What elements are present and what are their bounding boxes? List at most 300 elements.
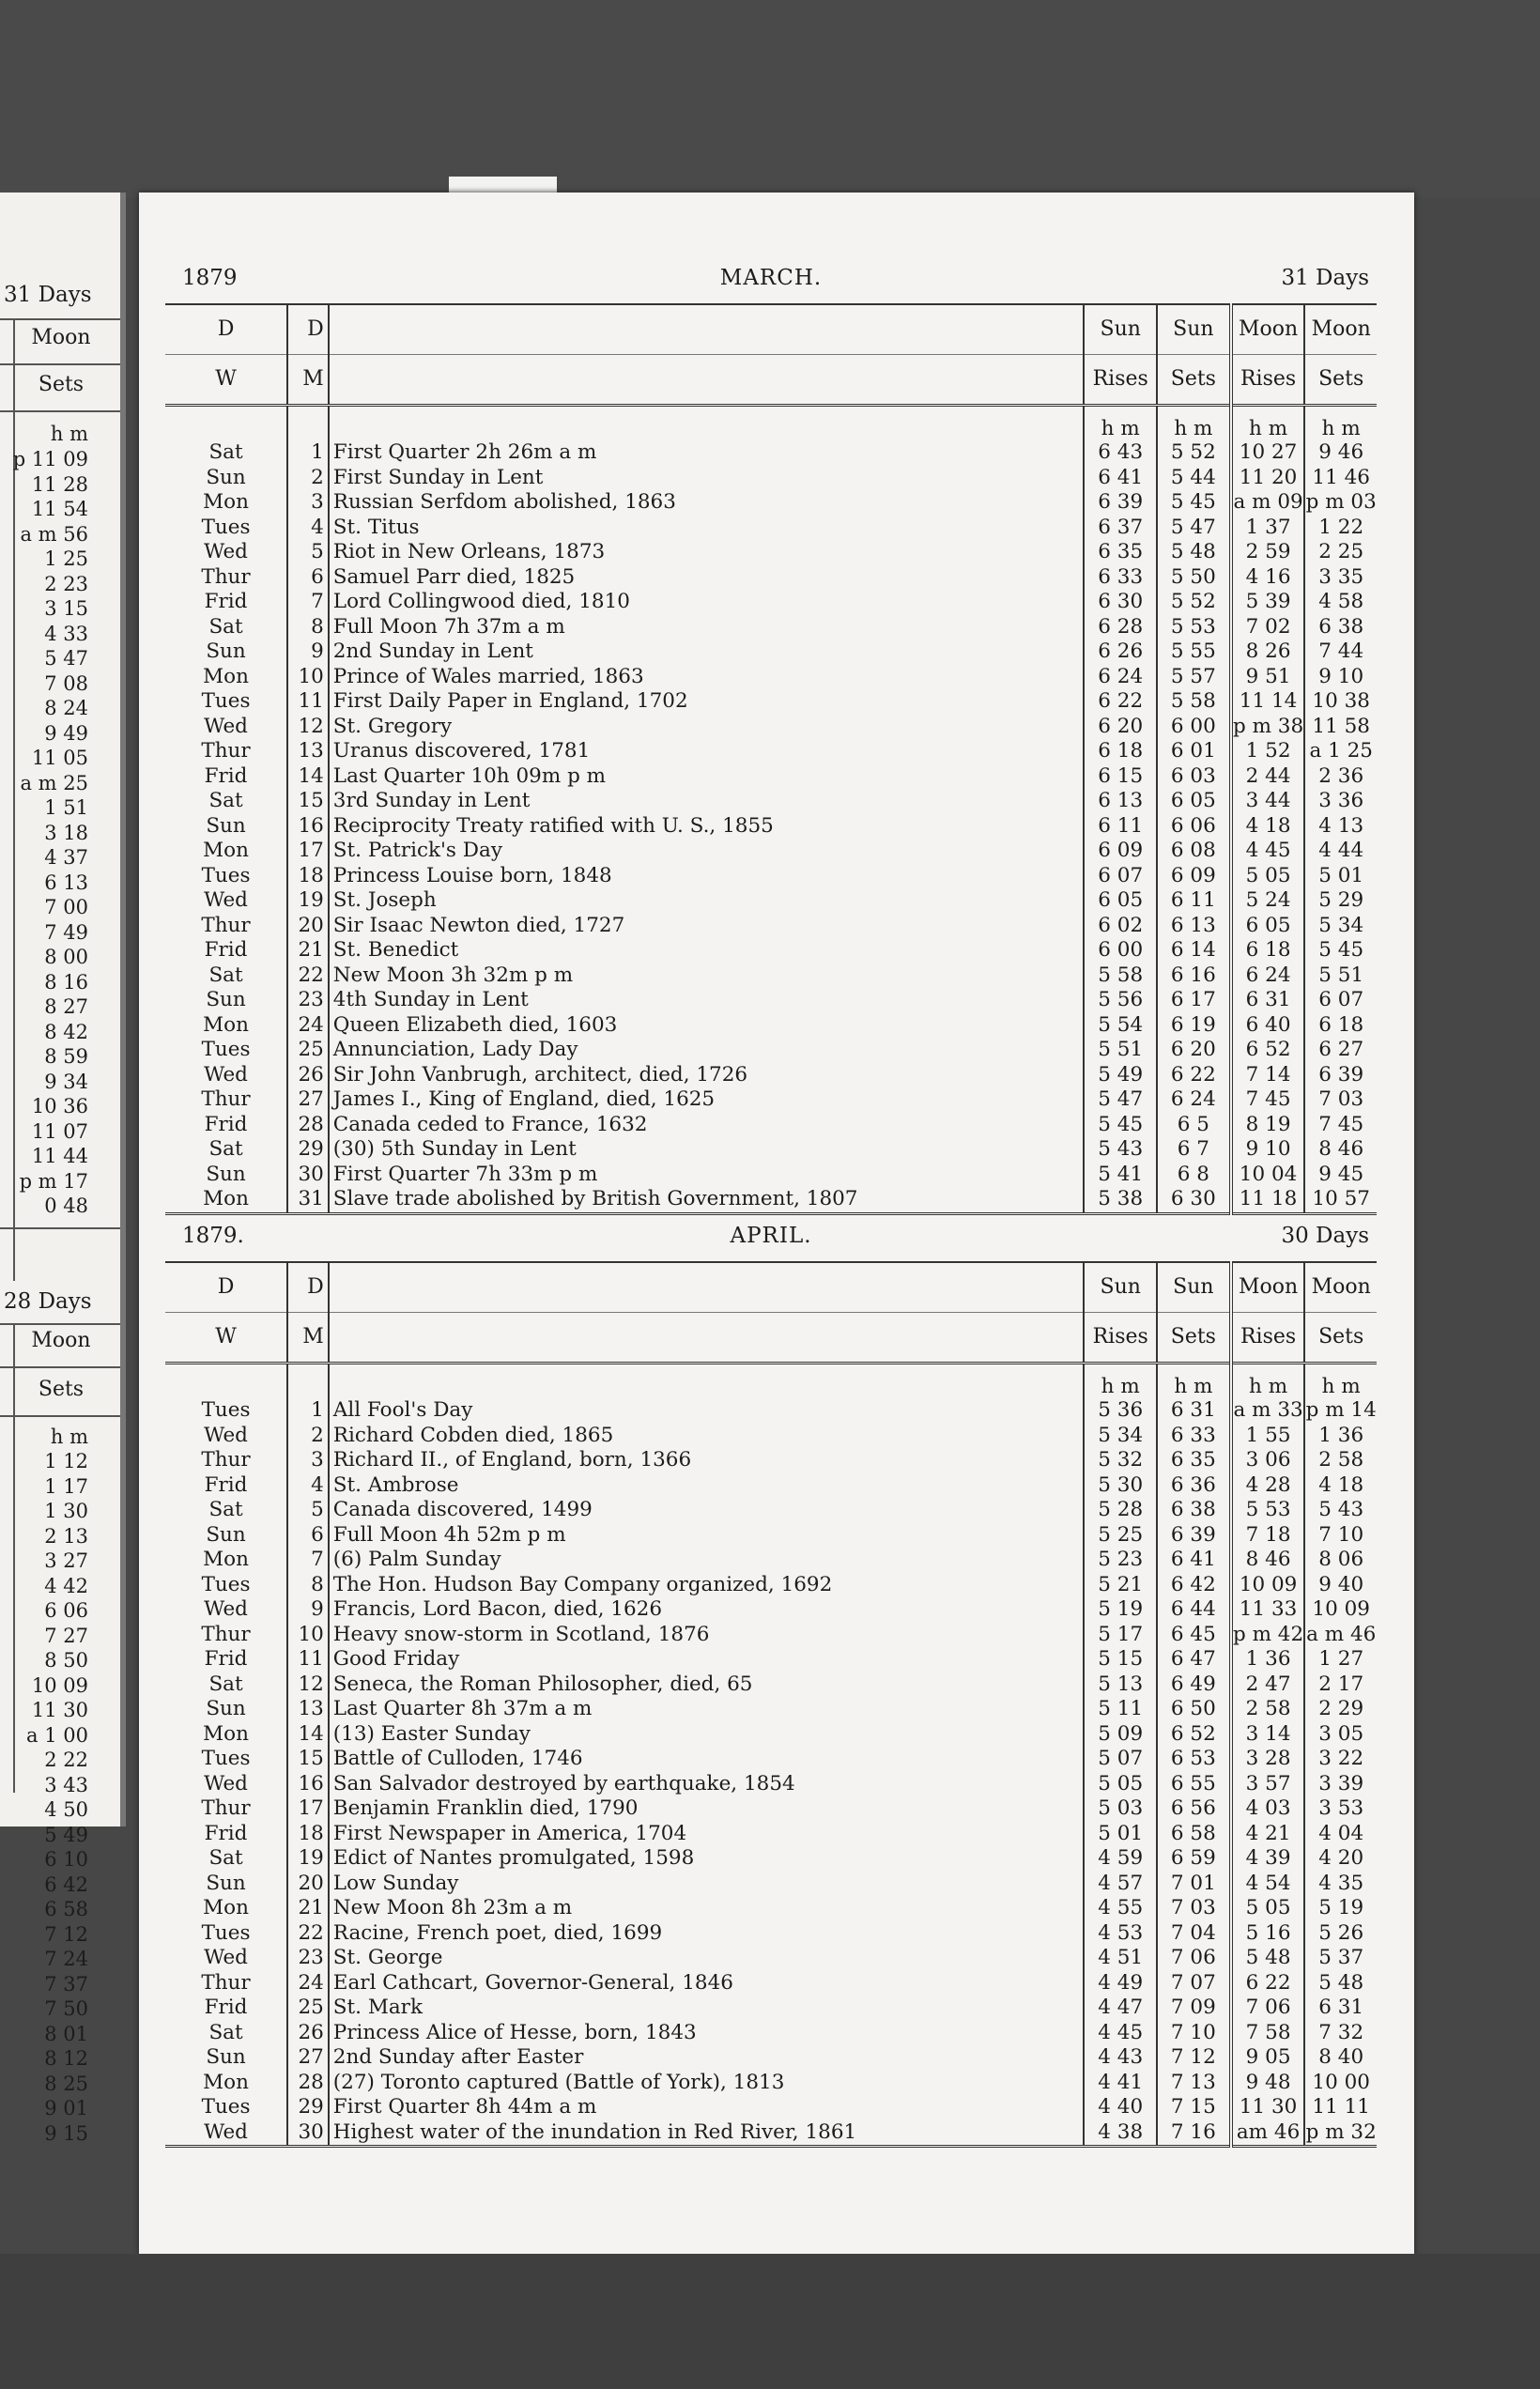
march-section	[165, 256, 1377, 1215]
moon-sets-cell: 1 27	[1304, 1647, 1377, 1672]
sun-sets-cell: 6 55	[1157, 1772, 1231, 1797]
day-of-month-cell: 17	[287, 1796, 329, 1822]
weekday-cell: Wed	[204, 1423, 248, 1447]
day-of-month-cell: 27	[287, 2045, 329, 2071]
moon-sets-cell: 10 38	[1304, 689, 1377, 715]
moon-sets-value: 8 12	[44, 2047, 88, 2070]
weekday-cell: Mon	[203, 490, 249, 514]
moon-sets-cell: 11 11	[1304, 2095, 1377, 2120]
weekday-cell: Thur	[201, 1796, 251, 1820]
moon-rises-cell: 7 02	[1231, 615, 1305, 640]
day-of-month-cell: 30	[287, 1163, 329, 1188]
moon-sets-cell: 6 38	[1304, 615, 1377, 640]
event-cell: Battle of Culloden, 1746	[332, 1747, 583, 1770]
table-row	[165, 739, 1377, 764]
left-rule	[0, 363, 120, 365]
moon-sets-value: 2 13	[44, 1524, 88, 1548]
day-of-month-cell: 3	[287, 1448, 329, 1473]
day-of-month-cell: 15	[287, 789, 329, 814]
sun-rises-cell: 4 47	[1084, 1996, 1157, 2021]
event-cell: New Moon 3h 32m p m	[332, 963, 574, 987]
moon-rises-cell: 4 28	[1231, 1473, 1305, 1499]
event-cell: Heavy snow-storm in Scotland, 1876	[332, 1622, 710, 1646]
table-row	[165, 1697, 1377, 1722]
table-row	[165, 1971, 1377, 1996]
moon-sets-value: 7 37	[44, 1972, 88, 1996]
sun-sets-cell: 7 10	[1157, 2021, 1231, 2046]
moon-rises-cell: 5 05	[1231, 864, 1305, 889]
moon-sets-cell: 6 27	[1304, 1038, 1377, 1063]
sun-sets-cell: 6 08	[1157, 839, 1231, 864]
moon-sets-value: 3 43	[44, 1773, 88, 1796]
moon-sets-cell: 6 31	[1304, 1996, 1377, 2021]
sun-rises-cell: 6 02	[1084, 914, 1157, 939]
moon-rises-cell: 1 37	[1231, 516, 1305, 541]
moon-sets-cell: 11 46	[1304, 466, 1377, 491]
moon-sets-cell: 2 36	[1304, 764, 1377, 790]
moon-sets-cell: 11 58	[1304, 715, 1377, 740]
event-cell: 3rd Sunday in Lent	[332, 789, 531, 812]
moon-sets-cell: p m 14	[1305, 1398, 1377, 1422]
weekday-cell: Tues	[201, 1747, 251, 1770]
moon-rises-cell: 11 33	[1231, 1597, 1305, 1623]
sun-rises-cell: 4 55	[1084, 1896, 1157, 1921]
table-row	[165, 2071, 1377, 2096]
moon-sets-cell: 7 03	[1304, 1087, 1377, 1113]
sun-rises-cell: 5 09	[1084, 1722, 1157, 1748]
moon-sets-cell: 5 37	[1304, 1946, 1377, 1971]
moon-sets-value: 7 00	[44, 896, 88, 918]
sun-rises-cell: 5 41	[1084, 1163, 1157, 1188]
header-sets: Sets	[1157, 1313, 1231, 1364]
weekday-cell: Thur	[201, 1970, 251, 1995]
moon-sets-value: p 11 09	[12, 448, 88, 470]
moon-sets-value: 3 15	[44, 597, 88, 620]
day-of-month-cell: 8	[287, 1573, 329, 1598]
table-row	[165, 1424, 1377, 1449]
event-cell: St. Titus	[332, 515, 420, 539]
moon-sets-value: 1 51	[44, 796, 88, 819]
header-moon: Moon	[1231, 304, 1305, 355]
left-rule	[0, 1366, 120, 1368]
table-row	[165, 615, 1377, 640]
weekday-cell: Wed	[204, 1062, 248, 1087]
day-of-month-cell: 6	[287, 1523, 329, 1549]
left-lower-days: 28 Days	[4, 1289, 92, 1314]
weekday-cell: Thur	[201, 739, 251, 763]
event-cell: Last Quarter 8h 37m a m	[332, 1697, 593, 1720]
weekday-cell: Tues	[201, 689, 251, 713]
march-year: 1879	[182, 266, 238, 290]
event-cell: St. Benedict	[332, 938, 459, 962]
table-row	[165, 1796, 1377, 1822]
sun-sets-cell: 6 31	[1157, 1398, 1231, 1424]
sun-rises-cell: 6 24	[1084, 665, 1157, 690]
table-row	[165, 1548, 1377, 1573]
sun-sets-cell: 5 53	[1157, 615, 1231, 640]
weekday-cell: Frid	[204, 1472, 248, 1497]
weekday-cell: Frid	[204, 590, 248, 613]
weekday-cell: Sat	[208, 1498, 243, 1521]
day-of-month-cell: 31	[287, 1187, 329, 1213]
table-row	[165, 440, 1377, 466]
weekday-cell: Sun	[206, 988, 246, 1011]
table-row	[165, 1573, 1377, 1598]
moon-rises-cell: 6 22	[1231, 1971, 1305, 1996]
day-of-month-cell: 29	[287, 2095, 329, 2120]
sun-sets-cell: 5 52	[1157, 590, 1231, 615]
day-of-month-cell: 20	[287, 1872, 329, 1897]
moon-sets-cell: 9 46	[1304, 440, 1377, 466]
moon-sets-cell: p m 32	[1304, 2120, 1377, 2147]
weekday-cell: Mon	[203, 664, 249, 688]
weekday-cell: Wed	[204, 1771, 248, 1796]
sun-rises-cell: 6 18	[1084, 739, 1157, 764]
moon-rises-cell: a m 33	[1231, 1398, 1305, 1424]
moon-sets-cell: 4 35	[1304, 1872, 1377, 1897]
moon-sets-value: a 1 00	[26, 1723, 88, 1747]
sun-rises-cell: 4 43	[1084, 2045, 1157, 2071]
weekday-cell: Tues	[201, 1572, 251, 1596]
moon-rises-cell: 6 31	[1231, 988, 1305, 1013]
moon-rises-cell: 4 21	[1231, 1822, 1305, 1847]
moon-sets-cell: 2 29	[1304, 1697, 1377, 1722]
table-row	[165, 2021, 1377, 2046]
table-row	[165, 1498, 1377, 1523]
day-of-month-cell: 26	[287, 2021, 329, 2046]
sun-rises-cell: 6 20	[1084, 715, 1157, 740]
units-label: h m	[1304, 406, 1377, 441]
weekday-cell: Thur	[201, 1087, 251, 1111]
sun-rises-cell: 6 30	[1084, 590, 1157, 615]
weekday-cell: Sun	[206, 1162, 246, 1186]
march-days-count: 31 Days	[1281, 266, 1369, 290]
table-row	[165, 1163, 1377, 1188]
sun-rises-cell: 5 38	[1084, 1187, 1157, 1213]
table-row	[165, 963, 1377, 989]
sun-rises-cell: 6 07	[1084, 864, 1157, 889]
sun-rises-cell: 5 07	[1084, 1747, 1157, 1772]
header-rises: Rises	[1084, 355, 1157, 406]
moon-sets-cell: a m 46	[1306, 1622, 1377, 1646]
moon-sets-cell: 6 07	[1304, 988, 1377, 1013]
moon-rises-cell: 10 04	[1231, 1163, 1305, 1188]
event-cell: (13) Easter Sunday	[332, 1721, 531, 1746]
moon-rises-cell: 6 05	[1231, 914, 1305, 939]
moon-rises-cell: 9 51	[1231, 665, 1305, 690]
moon-sets-cell: 4 58	[1304, 590, 1377, 615]
sun-sets-cell: 6 39	[1157, 1523, 1231, 1549]
header-sun: Sun	[1157, 304, 1231, 355]
day-of-month-cell: 5	[287, 540, 329, 565]
sun-sets-cell: 5 58	[1157, 689, 1231, 715]
day-of-month-cell: 22	[287, 963, 329, 989]
weekday-cell: Sun	[206, 2045, 246, 2069]
moon-rises-cell: 4 54	[1231, 1872, 1305, 1897]
moon-rises-cell: 4 39	[1231, 1846, 1305, 1872]
left-upper-header-bottom: Sets	[38, 373, 85, 396]
weekday-cell: Sun	[206, 640, 246, 663]
moon-sets-value: p m 17	[19, 1169, 88, 1193]
sun-rises-cell: 6 09	[1084, 839, 1157, 864]
weekday-cell: Tues	[201, 1038, 251, 1061]
event-cell: Riot in New Orleans, 1873	[332, 540, 606, 563]
day-of-month-cell: 9	[287, 640, 329, 665]
sun-rises-cell: 5 34	[1084, 1424, 1157, 1449]
moon-sets-cell: 9 45	[1304, 1163, 1377, 1188]
moon-sets-cell: 7 44	[1304, 640, 1377, 665]
event-cell: (27) Toronto captured (Battle of York), 1813	[332, 2070, 785, 2094]
header-sun: Sun	[1157, 1262, 1231, 1313]
sun-rises-cell: 5 15	[1084, 1647, 1157, 1672]
sun-rises-cell: 5 43	[1084, 1137, 1157, 1163]
table-row	[165, 1822, 1377, 1847]
event-cell: Princess Louise born, 1848	[332, 863, 612, 887]
moon-sets-cell: 10 09	[1304, 1597, 1377, 1623]
sun-sets-cell: 6 19	[1157, 1013, 1231, 1039]
table-row	[165, 640, 1377, 665]
moon-sets-value: 11 44	[31, 1145, 88, 1167]
sun-rises-cell: 5 19	[1084, 1597, 1157, 1623]
moon-rises-cell: 4 18	[1231, 814, 1305, 840]
moon-rises-cell: 2 58	[1231, 1697, 1305, 1722]
table-row	[165, 864, 1377, 889]
sun-sets-cell: 6 20	[1157, 1038, 1231, 1063]
units-label: h m	[1157, 1364, 1231, 1399]
moon-rises-cell: 1 55	[1231, 1424, 1305, 1449]
moon-sets-cell: 5 29	[1304, 888, 1377, 914]
header-d: D	[287, 1262, 329, 1313]
moon-sets-value: 1 12	[44, 1450, 88, 1472]
event-cell: Sir Isaac Newton died, 1727	[332, 913, 625, 937]
sun-sets-cell: 6 00	[1157, 715, 1231, 740]
day-of-month-cell: 22	[287, 1921, 329, 1947]
weekday-cell: Frid	[204, 1821, 248, 1845]
table-row	[165, 764, 1377, 790]
day-of-month-cell: 21	[287, 938, 329, 963]
weekday-cell: Frid	[204, 1112, 248, 1136]
weekday-cell: Sat	[208, 2020, 243, 2044]
sun-rises-cell: 5 51	[1084, 1038, 1157, 1063]
weekday-cell: Sun	[206, 813, 246, 838]
sun-rises-cell: 5 13	[1084, 1672, 1157, 1698]
sun-sets-cell: 6 36	[1157, 1473, 1231, 1499]
sun-sets-cell: 6 45	[1157, 1623, 1231, 1648]
sun-rises-cell: 6 13	[1084, 789, 1157, 814]
event-cell: Last Quarter 10h 09m p m	[332, 763, 607, 788]
moon-rises-cell: 5 05	[1231, 1896, 1305, 1921]
moon-sets-value: 6 06	[44, 1599, 88, 1622]
table-row	[165, 1013, 1377, 1039]
weekday-cell: Frid	[204, 1996, 248, 2019]
sun-sets-cell: 6 41	[1157, 1548, 1231, 1573]
left-lower-units: h m	[50, 1426, 88, 1448]
moon-sets-value: 2 23	[44, 572, 88, 595]
moon-rises-cell: 10 09	[1231, 1573, 1305, 1598]
sun-rises-cell: 5 47	[1084, 1087, 1157, 1113]
moon-sets-cell: 6 39	[1304, 1063, 1377, 1088]
sun-sets-cell: 6 59	[1157, 1846, 1231, 1872]
sun-sets-cell: 6 7	[1157, 1137, 1231, 1163]
sun-rises-cell: 5 21	[1084, 1573, 1157, 1598]
sun-rises-cell: 5 11	[1084, 1697, 1157, 1722]
day-of-month-cell: 8	[287, 615, 329, 640]
table-row	[165, 1672, 1377, 1698]
event-cell: Lord Collingwood died, 1810	[332, 590, 630, 613]
moon-sets-value: 6 58	[44, 1898, 88, 1920]
event-cell: (6) Palm Sunday	[332, 1548, 501, 1571]
sun-rises-cell: 6 28	[1084, 615, 1157, 640]
moon-sets-value: 8 50	[44, 1649, 88, 1672]
day-of-month-cell: 12	[287, 715, 329, 740]
table-row	[165, 1523, 1377, 1549]
moon-sets-value: 11 07	[31, 1119, 88, 1143]
april-table	[165, 1261, 1377, 2148]
units-label: h m	[1231, 406, 1305, 441]
sun-rises-cell: 4 38	[1084, 2120, 1157, 2147]
moon-rises-cell: 4 45	[1231, 839, 1305, 864]
sun-rises-cell: 5 36	[1084, 1398, 1157, 1424]
moon-rises-cell: 3 06	[1231, 1448, 1305, 1473]
moon-sets-cell: 9 10	[1304, 665, 1377, 690]
moon-sets-value: 8 25	[44, 2072, 88, 2095]
units-label: h m	[1231, 1364, 1305, 1399]
day-of-month-cell: 2	[287, 466, 329, 491]
moon-sets-cell: 3 53	[1304, 1796, 1377, 1822]
sun-rises-cell: 5 23	[1084, 1548, 1157, 1573]
left-page-fragment	[0, 193, 126, 2145]
day-of-month-cell: 28	[287, 1113, 329, 1138]
header-sun: Sun	[1084, 1262, 1157, 1313]
sun-sets-cell: 6 05	[1157, 789, 1231, 814]
day-of-month-cell: 10	[287, 1623, 329, 1648]
day-of-month-cell: 1	[287, 440, 329, 466]
event-cell: First Quarter 8h 44m a m	[332, 2095, 597, 2119]
moon-rises-cell: 8 19	[1231, 1113, 1305, 1138]
event-cell: First Quarter 2h 26m a m	[332, 440, 597, 464]
moon-sets-value: 8 42	[44, 1020, 88, 1043]
header-d: D	[165, 1262, 287, 1313]
sun-sets-cell: 7 07	[1157, 1971, 1231, 1996]
event-cell: First Sunday in Lent	[332, 465, 544, 489]
weekday-cell: Mon	[203, 839, 249, 862]
day-of-month-cell: 26	[287, 1063, 329, 1088]
day-of-month-cell: 12	[287, 1672, 329, 1698]
moon-rises-cell: p m 38	[1231, 715, 1305, 740]
sun-sets-cell: 5 47	[1157, 516, 1231, 541]
header-moon: Moon	[1231, 1262, 1305, 1313]
day-of-month-cell: 14	[287, 1722, 329, 1748]
event-cell: Francis, Lord Bacon, died, 1626	[332, 1597, 663, 1621]
sun-rises-cell: 4 49	[1084, 1971, 1157, 1996]
header-sets: Sets	[1157, 355, 1231, 406]
header-d: D	[287, 304, 329, 355]
event-cell: Full Moon 7h 37m a m	[332, 614, 565, 639]
moon-sets-cell: 5 43	[1304, 1498, 1377, 1523]
day-of-month-cell: 5	[287, 1498, 329, 1523]
table-row	[165, 590, 1377, 615]
weekday-cell: Sat	[208, 963, 243, 987]
moon-rises-cell: 9 10	[1231, 1137, 1305, 1163]
moon-rises-cell: 5 39	[1231, 590, 1305, 615]
moon-rises-cell: 5 48	[1231, 1946, 1305, 1971]
moon-rises-cell: 5 53	[1231, 1498, 1305, 1523]
left-lower-values	[9, 1449, 88, 2146]
almanac-page	[139, 193, 1414, 2254]
day-of-month-cell: 27	[287, 1087, 329, 1113]
sun-sets-cell: 6 14	[1157, 938, 1231, 963]
event-cell: Richard II., of England, born, 1366	[332, 1448, 692, 1472]
march-month-title: MARCH.	[719, 266, 823, 290]
moon-sets-cell: 4 18	[1304, 1473, 1377, 1499]
moon-sets-value: 3 18	[44, 821, 88, 844]
moon-sets-cell: 3 22	[1304, 1747, 1377, 1772]
sun-rises-cell: 5 28	[1084, 1498, 1157, 1523]
event-cell: Edict of Nantes promulgated, 1598	[332, 1846, 695, 1870]
sun-rises-cell: 6 39	[1084, 490, 1157, 516]
table-row	[165, 888, 1377, 914]
event-cell: Samuel Parr died, 1825	[332, 564, 576, 589]
moon-rises-cell: a m 09	[1231, 490, 1305, 516]
table-row	[165, 1597, 1377, 1623]
table-row	[165, 1087, 1377, 1113]
table-row	[165, 2045, 1377, 2071]
weekday-cell: Tues	[201, 863, 251, 887]
table-row	[165, 689, 1377, 715]
sun-sets-cell: 6 09	[1157, 864, 1231, 889]
sun-sets-cell: 7 12	[1157, 2045, 1231, 2071]
moon-rises-cell: 4 16	[1231, 565, 1305, 591]
moon-rises-cell: 11 20	[1231, 466, 1305, 491]
header-moon: Moon	[1304, 1262, 1377, 1313]
event-cell: Slave trade abolished by British Government, 1807	[329, 1187, 1085, 1213]
sun-rises-cell: 6 15	[1084, 764, 1157, 790]
sun-sets-cell: 6 49	[1157, 1672, 1231, 1698]
moon-sets-value: a m 56	[20, 522, 88, 546]
moon-sets-value: 7 24	[44, 1948, 88, 1970]
moon-rises-cell: 8 26	[1231, 640, 1305, 665]
sun-rises-cell: 5 17	[1084, 1623, 1157, 1648]
moon-sets-cell: 8 40	[1304, 2045, 1377, 2071]
moon-sets-value: 8 00	[44, 946, 88, 968]
sun-rises-cell: 4 57	[1084, 1872, 1157, 1897]
day-of-month-cell: 16	[287, 814, 329, 840]
event-cell: Canada discovered, 1499	[332, 1498, 593, 1521]
event-cell: San Salvador destroyed by earthquake, 1854	[332, 1771, 795, 1796]
header-w: W	[165, 355, 287, 406]
moon-rises-cell: 2 59	[1231, 540, 1305, 565]
day-of-month-cell: 4	[287, 516, 329, 541]
weekday-cell: Tues	[201, 1398, 251, 1422]
left-rule	[0, 1323, 120, 1325]
moon-sets-cell: 6 18	[1304, 1013, 1377, 1039]
moon-rises-cell: 11 30	[1231, 2095, 1305, 2120]
table-row	[165, 1038, 1377, 1063]
weekday-cell: Mon	[203, 1896, 249, 1919]
event-cell: (30) 5th Sunday in Lent	[332, 1137, 577, 1161]
weekday-cell: Sat	[208, 1672, 243, 1696]
day-of-month-cell: 4	[287, 1473, 329, 1499]
sun-rises-cell: 5 01	[1084, 1822, 1157, 1847]
left-rule	[0, 410, 120, 412]
moon-sets-cell: 1 22	[1304, 516, 1377, 541]
day-of-month-cell: 14	[287, 764, 329, 790]
left-upper-header-top: Moon	[31, 326, 91, 349]
moon-sets-value: 8 59	[44, 1045, 88, 1068]
table-row	[165, 814, 1377, 840]
sun-sets-cell: 6 56	[1157, 1796, 1231, 1822]
moon-sets-value: 1 25	[44, 547, 88, 570]
